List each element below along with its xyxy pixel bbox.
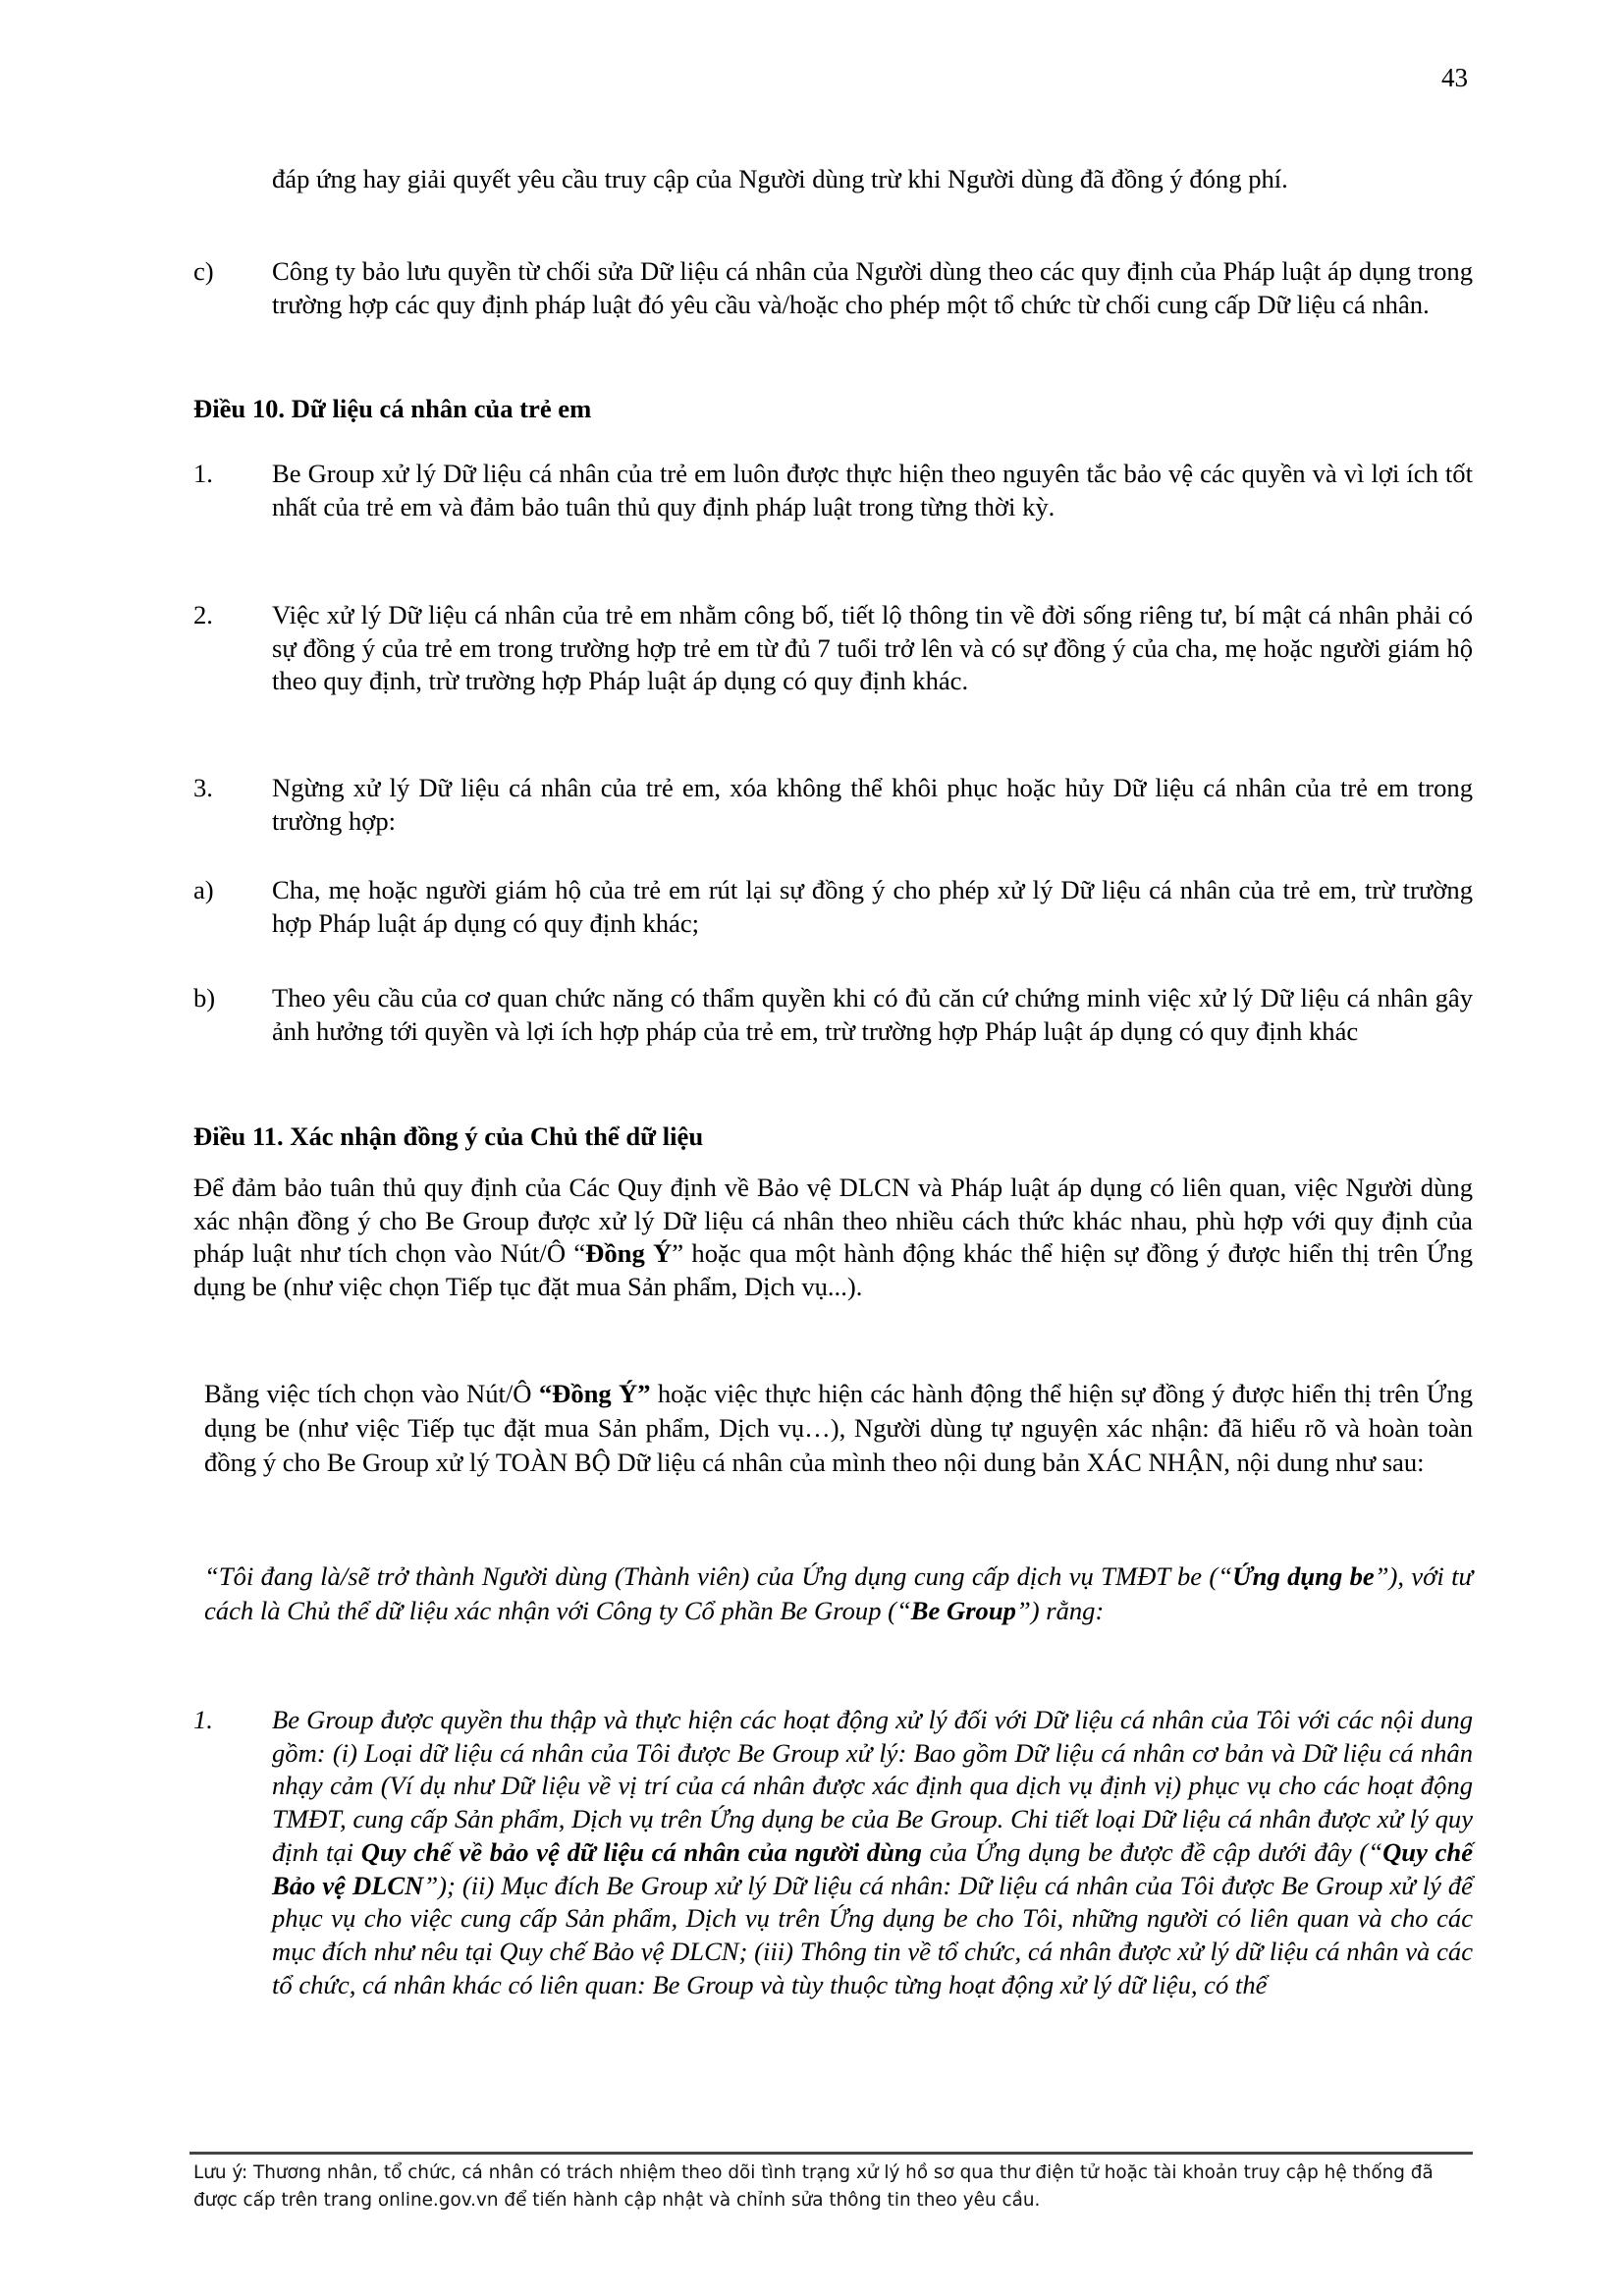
list-marker: 1. [193, 459, 213, 488]
item-text-part: Be Group được quyền thu thập và thực hiện các hoạt động xử lý đối với Dữ liệu cá nhân của Tôi với các nội dung gồm: (i) Loại dữ liệu cá nhân của Tôi được Be Group xử lý: Bao gồm Dữ liệu cá nhân cơ bản và Dữ liệu cá nhân nhạy cảm (Ví dụ như Dữ liệu về vị trí của cá nhân được xác định qua dịch vụ định vị) phục vụ cho các hoạt động TMĐT, cung cấp Sản phẩm, Dịch vụ trên Ứng dụng be của Be Group. Chi tiết loại Dữ liệu cá nhân được xử lý quy định tại [272, 1705, 1473, 1867]
article-10-item-2 [193, 599, 1473, 698]
company-name-emphasis: Be Group [910, 1596, 1016, 1625]
list-marker: c) [193, 256, 214, 286]
list-item-text: Việc xử lý Dữ liệu cá nhân của trẻ em nhằm công bố, tiết lộ thông tin về đời sống riêng tư, bí mật cá nhân phải có sự đồng ý của trẻ em trong trường hợp trẻ em từ đủ 7 tuổi trở lên và có sự đồng ý của cha, mẹ hoặc người giám hộ theo quy định, trừ trường hợp Pháp luật áp dụng có quy định khác. [272, 600, 1473, 696]
continued-paragraph-text: đáp ứng hay giải quyết yêu cầu truy cập của Người dùng trừ khi Người dùng đã đồng ý đóng phí. [272, 164, 1288, 193]
page-number: 43 [1441, 63, 1468, 92]
quote-text: ”), với tư cách là Chủ thể dữ liệu xác nhận với Công ty Cổ phần Be Group (“ [204, 1561, 1473, 1625]
footer-note: Lưu ý: Thương nhân, tổ chức, cá nhân có trách nhiệm theo dõi tình trạng xử lý hồ sơ qua thư điện tử hoặc tài khoản truy cập hệ thống đã được cấp trên trang online.gov.vn để tiến hành cập nhật và chỉnh sửa thông tin theo yêu cầu. [193, 2162, 1434, 2211]
app-name-emphasis: Ứng dụng be [1232, 1561, 1375, 1591]
agree-emphasis: “Đồng Ý” [538, 1379, 651, 1408]
footer-divider [189, 2152, 1473, 2155]
item-text-part: của Ứng dụng be được đề cập dưới đây (“ [921, 1836, 1383, 1867]
list-item-text: Công ty bảo lưu quyền từ chối sửa Dữ liệu cá nhân của Người dùng theo các quy định của Pháp luật áp dụng trong trường hợp các quy định pháp luật đó yêu cầu và/hoặc cho phép một tổ chức từ chối cung cấp Dữ liệu cá nhân. [272, 256, 1473, 319]
quote-text: “Tôi đang là/sẽ trở thành Người dùng (Thành viên) của Ứng dụng cung cấp dịch vụ TMĐT be (“ [204, 1561, 1233, 1591]
list-marker: a) [193, 875, 214, 904]
paragraph-text: Để đảm bảo tuân thủ quy định của Các Quy định về Bảo vệ DLCN và Pháp luật áp dụng có liên quan, việc Người dùng xác nhận đồng ý cho Be Group được xử lý Dữ liệu cá nhân theo nhiều cách thức khác nhau, phù hợp với quy định của pháp luật như tích chọn vào Nút/Ô “ [193, 1173, 1473, 1269]
continued-paragraph [193, 163, 1551, 196]
article-10-item-b [193, 982, 1473, 1048]
list-item-text: Theo yêu cầu của cơ quan chức năng có thẩm quyền khi có đủ căn cứ chứng minh việc xử lý Dữ liệu cá nhân gây ảnh hưởng tới quyền và lợi ích hợp pháp của trẻ em, trừ trường hợp Pháp luật áp dụng có quy định khác [272, 983, 1473, 1046]
agree-emphasis: Đồng Ý [585, 1238, 673, 1269]
list-marker: 3. [193, 773, 213, 802]
article-11-heading: Điều 11. Xác nhận đồng ý của Chủ thể dữ liệu [193, 1121, 704, 1151]
confirmation-item-1 [193, 1704, 1473, 2001]
item-text-part: ”); (ii) Mục đích Be Group xử lý Dữ liệu cá nhân: Dữ liệu cá nhân của Tôi được Be Group xử lý để phục vụ cho việc cung cấp Sản phẩm, Dịch vụ trên Ứng dụng be cho Tôi, những người có liên quan và cho các mục đích như nêu tại Quy chế Bảo vệ DLCN; (iii) Thông tin về tổ chức, cá nhân được xử lý dữ liệu cá nhân và các tổ chức, cá nhân khác có liên quan: Be Group và tùy thuộc từng hoạt động xử lý dữ liệu, có thể [272, 1870, 1473, 1999]
list-marker: 2. [193, 600, 213, 629]
list-marker: 1. [193, 1705, 213, 1734]
paragraph-text: hoặc việc thực hiện các hành động thể hiện sự đồng ý được hiển thị trên Ứng dụng be (như việc Tiếp tục đặt mua Sản phẩm, Dịch vụ…), Người dùng tự nguyện xác nhận: đã hiểu rõ và hoàn toàn đồng ý cho Be Group xử lý TOÀN BỘ Dữ liệu cá nhân của mình theo nội dung bản XÁC NHẬN, nội dung như sau: [204, 1379, 1473, 1477]
article-11-paragraph-1 [193, 1172, 1473, 1304]
article-10-item-a [193, 874, 1473, 940]
list-item-text: Cha, mẹ hoặc người giám hộ của trẻ em rút lại sự đồng ý cho phép xử lý Dữ liệu cá nhân của trẻ em, trừ trường hợp Pháp luật áp dụng có quy định khác; [272, 875, 1473, 938]
article-10-item-1 [193, 458, 1473, 523]
list-marker: b) [193, 983, 216, 1012]
paragraph-text: ” hoặc qua một hành động khác thể hiện sự đồng ý được hiển thị trên Ứng dụng be (như việc chọn Tiếp tục đặt mua Sản phẩm, Dịch vụ...). [193, 1238, 1473, 1302]
article-10-heading: Điều 10. Dữ liệu cá nhân của trẻ em [193, 394, 592, 423]
article-11-paragraph-2 [204, 1377, 1473, 1480]
list-item-text [272, 1704, 1473, 2001]
list-item-c [193, 255, 1473, 321]
paragraph-text: Bằng việc tích chọn vào Nút/Ô [204, 1379, 539, 1408]
list-item-text: Ngừng xử lý Dữ liệu cá nhân của trẻ em, xóa không thể khôi phục hoặc hủy Dữ liệu cá nhân của trẻ em trong trường hợp: [272, 773, 1473, 836]
regulation-name-emphasis: Quy chế về bảo vệ dữ liệu cá nhân của người dùng [360, 1836, 922, 1867]
article-10-item-3 [193, 772, 1473, 838]
list-item-text: Be Group xử lý Dữ liệu cá nhân của trẻ em luôn được thực hiện theo nguyên tắc bảo vệ các quyền và vì lợi ích tốt nhất của trẻ em và đảm bảo tuân thủ quy định pháp luật trong từng thời kỳ. [272, 459, 1473, 521]
quote-text: ”) rằng: [1015, 1596, 1105, 1625]
regulation-short-name-emphasis: Quy chế Bảo vệ DLCN [272, 1836, 1473, 1900]
confirmation-quote [204, 1559, 1473, 1628]
